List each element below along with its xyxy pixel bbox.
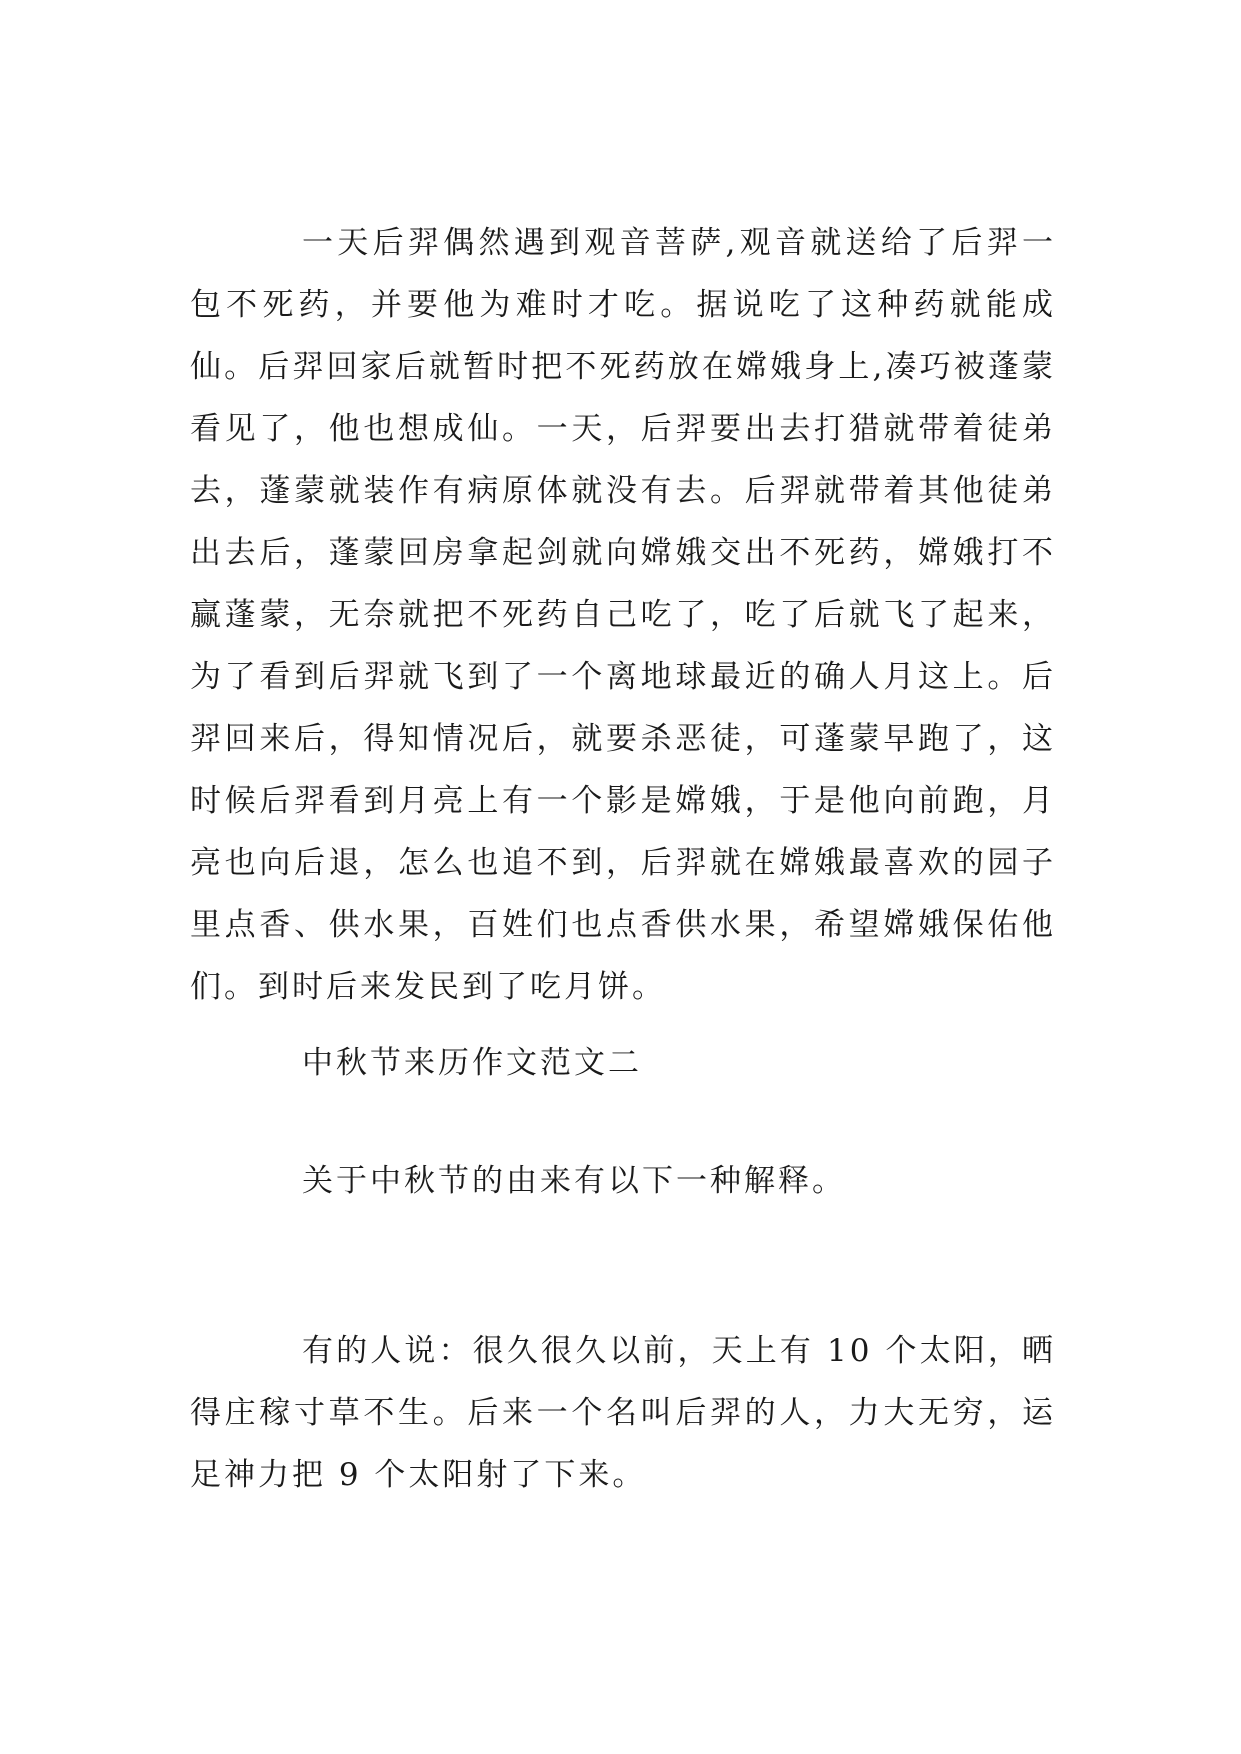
essay-two-title: 中秋节来历作文范文二: [302, 1045, 642, 1081]
ten-suns-paragraph: 有的人说：很久很久以前，天上有 10 个太阳，晒得庄稼寸草不生。后来一个名叫后羿的人，力大无穷，运足神力把 9 个太阳射了下来。: [190, 1333, 1056, 1493]
origin-intro-paragraph: 关于中秋节的由来有以下一种解释。: [302, 1163, 846, 1199]
story-paragraph-chang-e: 一天后羿偶然遇到观音菩萨,观音就送给了后羿一包不死药，并要他为难时才吃。据说吃了这种药就能成仙。后羿回家后就暂时把不死药放在嫦娥身上,凑巧被蓬蒙看见了，他也想成仙。一天，后羿要出去打猎就带着徒弟去，蓬蒙就装作有病原体就没有去。后羿就带着其他徒弟出去后，蓬蒙回房拿起剑就向嫦娥交出不死药，嫦娥打不赢蓬蒙，无奈就把不死药自己吃了，吃了后就飞了起来，为了看到后羿就飞到了一个离地球最近的确人月这上。后羿回来后，得知情况后，就要杀恶徒，可蓬蒙早跑了，这时候后羿看到月亮上有一个影是嫦娥，于是他向前跑，月亮也向后退，怎么也追不到，后羿就在嫦娥最喜欢的园子里点香、供水果，百姓们也点香供水果，希望嫦娥保佑他们。到时后来发民到了吃月饼。: [190, 225, 1056, 1005]
